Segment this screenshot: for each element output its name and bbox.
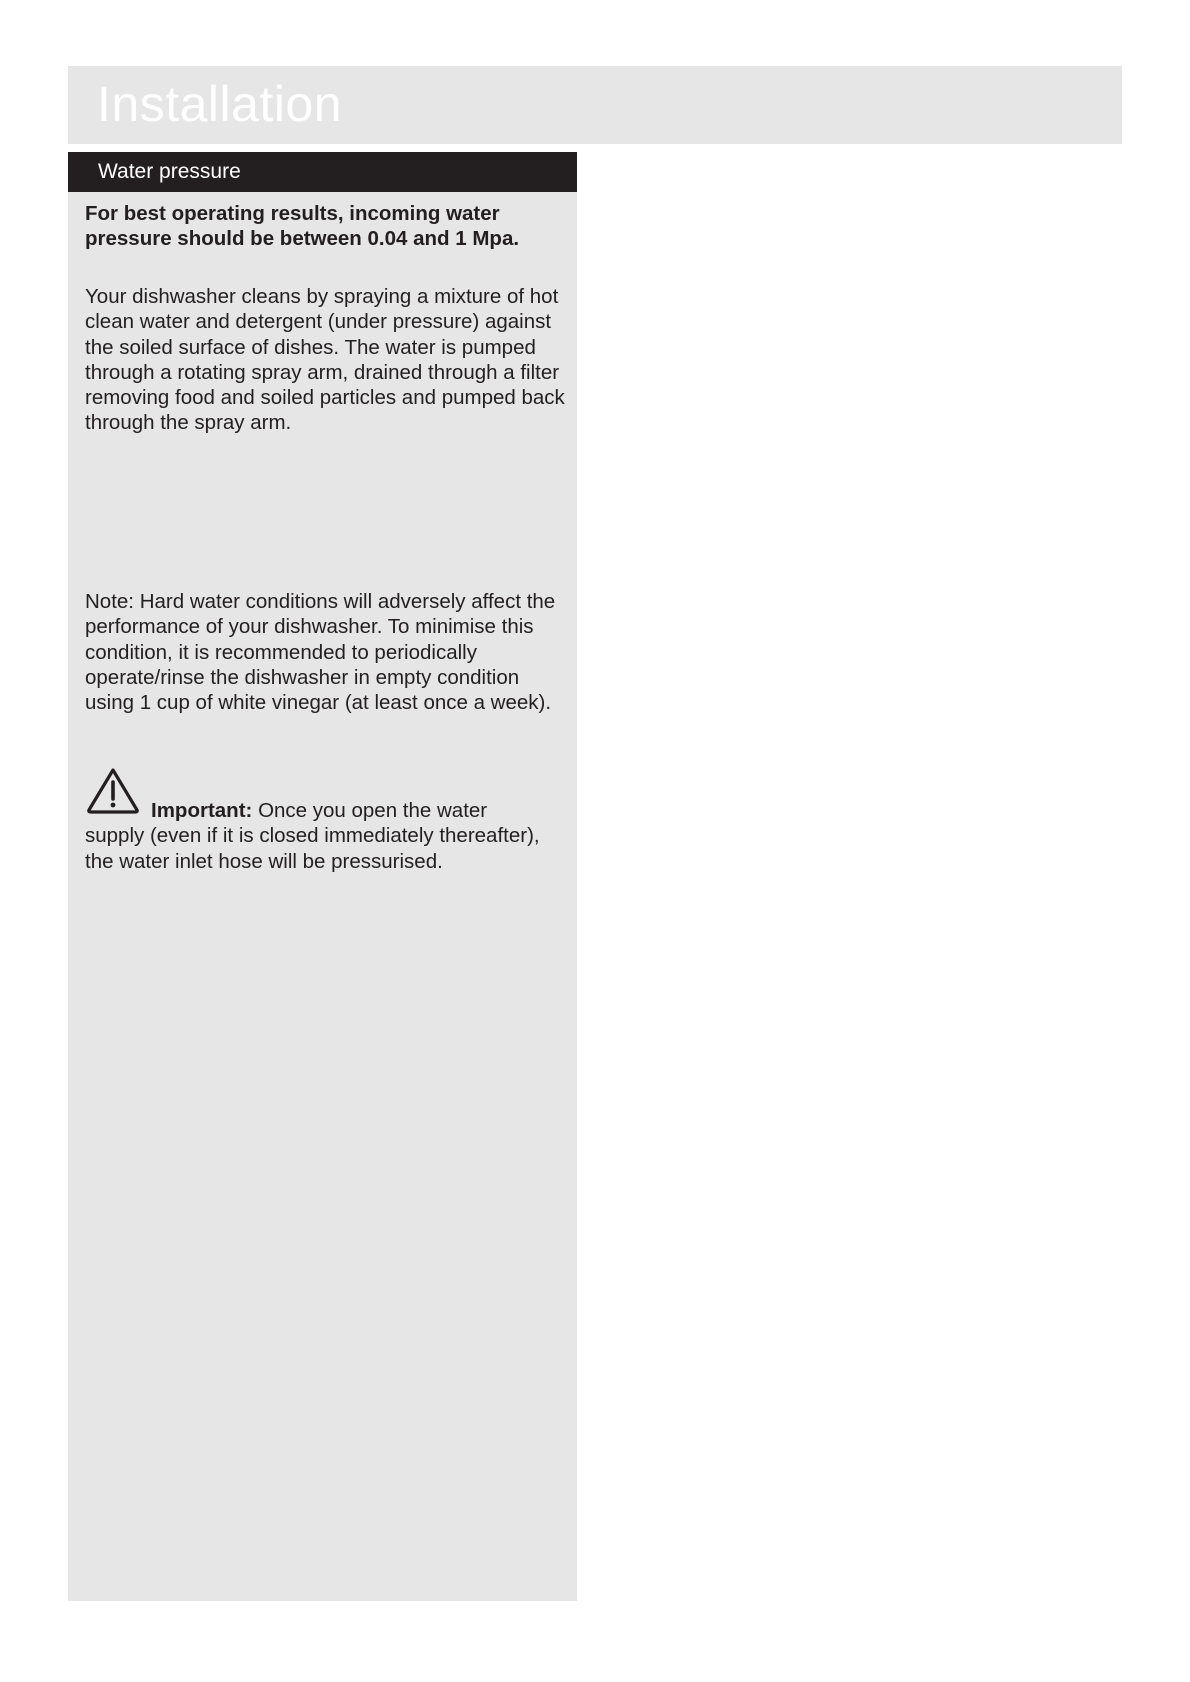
body-paragraph: Your dishwasher cleans by spraying a mixture of hot clean water and detergent (under pressure) against the soiled surface of dishes. The water is pumped through a rotating spray arm, drained through a filter removing food and soiled particles and pumped back through the spray arm. bbox=[85, 285, 565, 435]
important-first-text: Once you open the water bbox=[258, 799, 488, 822]
page-title: Installation bbox=[97, 76, 343, 132]
important-label: Important: bbox=[151, 799, 253, 822]
section-header-bar bbox=[68, 152, 577, 192]
note-paragraph: Note: Hard water conditions will adversely affect the performance of your dishwasher. To minimise this condition, it is recommended to periodically operate/rinse the dishwasher in empty condition using 1 cup of white vinegar (at least once a week). bbox=[85, 590, 556, 715]
header-band bbox=[68, 66, 1122, 144]
intro-paragraph: For best operating results, incoming water pressure should be between 0.04 and 1 Mpa. bbox=[85, 202, 520, 251]
important-rest-text: supply (even if it is closed immediately thereafter), the water inlet hose will be pressurised. bbox=[85, 824, 540, 873]
content-column bbox=[68, 152, 577, 1601]
important-lead-line bbox=[85, 798, 567, 823]
important-paragraph bbox=[85, 764, 567, 874]
section-title: Water pressure bbox=[98, 160, 241, 183]
